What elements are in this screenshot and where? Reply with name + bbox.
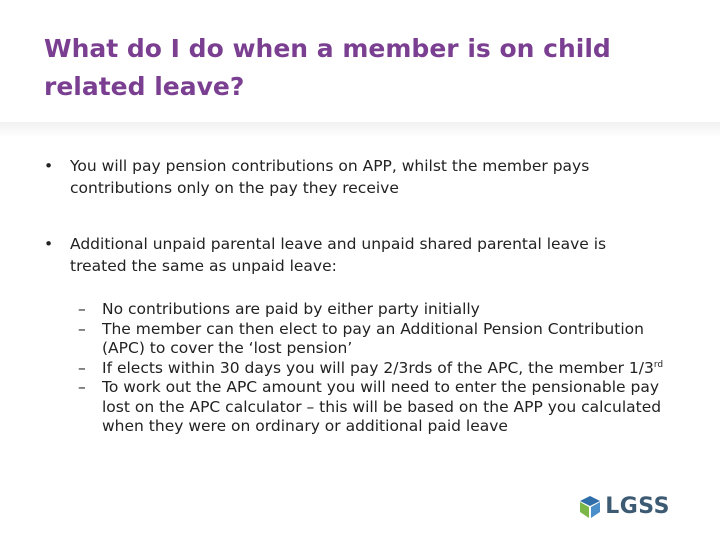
sub-bullet-list bbox=[78, 300, 678, 437]
sub-bullet-text: If elects within 30 days you will pay 2/3rds of the APC, the member 1/3 bbox=[102, 358, 654, 377]
bullet-text: Additional unpaid parental leave and unpaid shared parental leave is treated the same as unpaid leave: bbox=[70, 235, 607, 275]
bullet-marker: • bbox=[44, 157, 54, 175]
sub-bullet-item bbox=[78, 378, 678, 437]
sub-bullet-superscript: rd bbox=[653, 359, 664, 370]
lgss-logo bbox=[579, 494, 670, 519]
bullet-item bbox=[44, 155, 654, 199]
slide-title: What do I do when a member is on child related leave? bbox=[44, 34, 611, 101]
bullet-text: You will pay pension contributions on APP, whilst the member pays contributions only on the pay they receive bbox=[70, 157, 590, 197]
sub-bullet-item bbox=[78, 320, 678, 359]
logo-text: LGSS bbox=[605, 494, 670, 519]
sub-bullet-marker: – bbox=[78, 358, 86, 377]
sub-bullet-marker: – bbox=[78, 300, 86, 318]
bullet-item bbox=[44, 233, 654, 277]
sub-bullet-marker: – bbox=[78, 319, 86, 338]
sub-bullet-marker: – bbox=[78, 378, 86, 396]
sub-bullet-text: The member can then elect to pay an Additional Pension Contribution (APC) to cover the ‘lost pension’ bbox=[102, 319, 644, 357]
sub-bullet-text: To work out the APC amount you will need to enter the pensionable pay lost on the APC calculator – this will be based on the APP you calculated when they were on ordinary or additional paid leave bbox=[102, 378, 662, 435]
bullet-marker: • bbox=[44, 235, 54, 253]
sub-bullet-text: No contributions are paid by either party initially bbox=[102, 300, 480, 318]
sub-bullet-item bbox=[78, 359, 678, 379]
header-divider bbox=[0, 122, 720, 138]
lgss-leaf-icon bbox=[579, 495, 601, 519]
sub-bullet-item bbox=[78, 300, 678, 320]
